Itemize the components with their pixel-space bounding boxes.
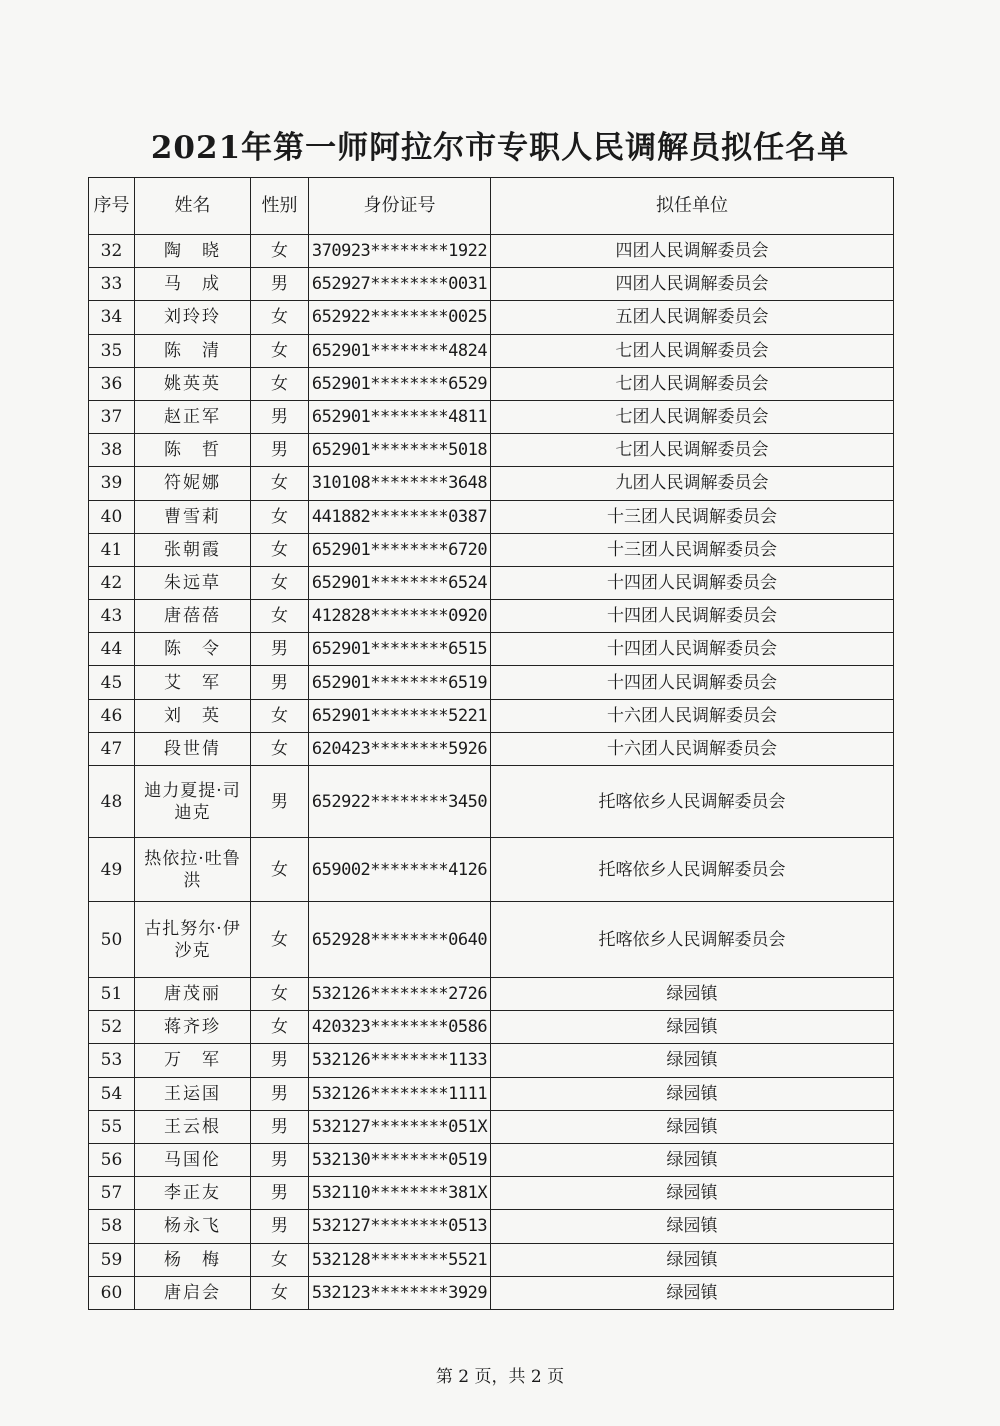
cell-no: 49 [89, 838, 135, 902]
cell-id-number: 652901********6515 [309, 633, 491, 666]
page-footer: 第 2 页，共 2 页 [435, 1367, 565, 1387]
cell-no: 37 [89, 400, 135, 433]
cell-gender: 男 [251, 666, 309, 699]
table-row [89, 600, 894, 633]
cell-no: 55 [89, 1110, 135, 1143]
cell-name: 陈 令 [135, 633, 251, 666]
cell-name: 赵正军 [135, 400, 251, 433]
cell-name: 陈 哲 [135, 434, 251, 467]
cell-gender: 男 [251, 1177, 309, 1210]
cell-name: 蒋齐珍 [135, 1011, 251, 1044]
cell-name: 段世倩 [135, 732, 251, 765]
cell-name: 热依拉·吐鲁洪 [135, 838, 251, 902]
cell-id-number: 652901********5221 [309, 699, 491, 732]
cell-no: 54 [89, 1077, 135, 1110]
cell-gender: 女 [251, 334, 309, 367]
table-row [89, 367, 894, 400]
cell-no: 44 [89, 633, 135, 666]
cell-no: 34 [89, 301, 135, 334]
cell-unit: 托喀依乡人民调解委员会 [491, 838, 894, 902]
cell-no: 59 [89, 1243, 135, 1276]
cell-unit: 绿园镇 [491, 1077, 894, 1110]
cell-name: 迪力夏提·司迪克 [135, 766, 251, 838]
cell-id-number: 441882********0387 [309, 500, 491, 533]
cell-gender: 女 [251, 500, 309, 533]
cell-name: 陶 晓 [135, 235, 251, 268]
cell-unit: 七团人民调解委员会 [491, 334, 894, 367]
cell-gender: 女 [251, 838, 309, 902]
cell-id-number: 652922********0025 [309, 301, 491, 334]
cell-gender: 男 [251, 1110, 309, 1143]
table-row [89, 978, 894, 1011]
table-row [89, 533, 894, 566]
cell-gender: 女 [251, 978, 309, 1011]
cell-id-number: 652901********5018 [309, 434, 491, 467]
cell-unit: 五团人民调解委员会 [491, 301, 894, 334]
table-row [89, 334, 894, 367]
cell-unit: 十四团人民调解委员会 [491, 566, 894, 599]
cell-no: 40 [89, 500, 135, 533]
table-row [89, 1177, 894, 1210]
cell-no: 60 [89, 1276, 135, 1309]
cell-no: 47 [89, 732, 135, 765]
cell-gender: 女 [251, 699, 309, 732]
table-row [89, 467, 894, 500]
cell-unit: 绿园镇 [491, 1276, 894, 1309]
cell-gender: 女 [251, 235, 309, 268]
cell-name: 杨永飞 [135, 1210, 251, 1243]
cell-no: 42 [89, 566, 135, 599]
cell-id-number: 420323********0586 [309, 1011, 491, 1044]
cell-name: 万 军 [135, 1044, 251, 1077]
cell-name: 马国伦 [135, 1143, 251, 1176]
cell-gender: 男 [251, 1143, 309, 1176]
column-header-gender: 性别 [251, 178, 309, 235]
cell-id-number: 532127********051X [309, 1110, 491, 1143]
cell-name: 李正友 [135, 1177, 251, 1210]
cell-unit: 托喀依乡人民调解委员会 [491, 902, 894, 978]
table-row [89, 500, 894, 533]
cell-unit: 十四团人民调解委员会 [491, 633, 894, 666]
cell-gender: 女 [251, 566, 309, 599]
cell-id-number: 652901********4811 [309, 400, 491, 433]
cell-gender: 女 [251, 902, 309, 978]
cell-id-number: 370923********1922 [309, 235, 491, 268]
cell-id-number: 532128********5521 [309, 1243, 491, 1276]
cell-unit: 绿园镇 [491, 1243, 894, 1276]
cell-name: 杨 梅 [135, 1243, 251, 1276]
column-header-name: 姓名 [135, 178, 251, 235]
cell-unit: 托喀依乡人民调解委员会 [491, 766, 894, 838]
table-row [89, 1210, 894, 1243]
table-row [89, 666, 894, 699]
cell-gender: 女 [251, 1243, 309, 1276]
cell-no: 39 [89, 467, 135, 500]
cell-name: 艾 军 [135, 666, 251, 699]
cell-no: 36 [89, 367, 135, 400]
table-body [89, 235, 894, 1310]
cell-unit: 绿园镇 [491, 1210, 894, 1243]
cell-unit: 绿园镇 [491, 1011, 894, 1044]
cell-unit: 四团人民调解委员会 [491, 235, 894, 268]
cell-name: 符妮娜 [135, 467, 251, 500]
table-row [89, 1143, 894, 1176]
cell-no: 38 [89, 434, 135, 467]
cell-no: 41 [89, 533, 135, 566]
cell-name: 唐蓓蓓 [135, 600, 251, 633]
cell-name: 张朝霞 [135, 533, 251, 566]
page-title: 2021年第一师阿拉尔市专职人民调解员拟任名单 [150, 130, 850, 166]
cell-unit: 四团人民调解委员会 [491, 268, 894, 301]
cell-unit: 十三团人民调解委员会 [491, 533, 894, 566]
cell-id-number: 652901********6529 [309, 367, 491, 400]
table-row [89, 1011, 894, 1044]
cell-gender: 男 [251, 268, 309, 301]
cell-name: 姚英英 [135, 367, 251, 400]
roster-table [88, 177, 894, 1310]
table-row [89, 633, 894, 666]
cell-no: 52 [89, 1011, 135, 1044]
cell-gender: 男 [251, 434, 309, 467]
table-row [89, 838, 894, 902]
cell-name: 刘玲玲 [135, 301, 251, 334]
cell-no: 57 [89, 1177, 135, 1210]
cell-no: 43 [89, 600, 135, 633]
table-row [89, 1044, 894, 1077]
cell-id-number: 620423********5926 [309, 732, 491, 765]
cell-no: 58 [89, 1210, 135, 1243]
cell-no: 51 [89, 978, 135, 1011]
cell-id-number: 652901********6720 [309, 533, 491, 566]
cell-no: 53 [89, 1044, 135, 1077]
column-header-unit: 拟任单位 [491, 178, 894, 235]
cell-no: 32 [89, 235, 135, 268]
cell-unit: 十四团人民调解委员会 [491, 600, 894, 633]
cell-gender: 女 [251, 1276, 309, 1309]
cell-name: 古扎努尔·伊沙克 [135, 902, 251, 978]
cell-unit: 七团人民调解委员会 [491, 400, 894, 433]
cell-id-number: 532126********2726 [309, 978, 491, 1011]
cell-id-number: 652922********3450 [309, 766, 491, 838]
table-row [89, 235, 894, 268]
cell-no: 56 [89, 1143, 135, 1176]
table-header-row [89, 178, 894, 235]
column-header-no: 序号 [89, 178, 135, 235]
table-row [89, 732, 894, 765]
cell-no: 48 [89, 766, 135, 838]
cell-name: 唐茂丽 [135, 978, 251, 1011]
cell-name: 马 成 [135, 268, 251, 301]
cell-gender: 男 [251, 766, 309, 838]
cell-unit: 九团人民调解委员会 [491, 467, 894, 500]
cell-name: 曹雪莉 [135, 500, 251, 533]
table-row [89, 699, 894, 732]
cell-id-number: 652928********0640 [309, 902, 491, 978]
table-row [89, 400, 894, 433]
cell-name: 王运国 [135, 1077, 251, 1110]
table-row [89, 566, 894, 599]
cell-no: 33 [89, 268, 135, 301]
cell-name: 唐启会 [135, 1276, 251, 1309]
table-row [89, 268, 894, 301]
cell-id-number: 652901********6524 [309, 566, 491, 599]
table-row [89, 766, 894, 838]
cell-unit: 七团人民调解委员会 [491, 434, 894, 467]
cell-no: 45 [89, 666, 135, 699]
cell-gender: 男 [251, 1044, 309, 1077]
column-header-id: 身份证号 [309, 178, 491, 235]
cell-id-number: 532126********1111 [309, 1077, 491, 1110]
cell-unit: 绿园镇 [491, 1143, 894, 1176]
cell-id-number: 659002********4126 [309, 838, 491, 902]
cell-id-number: 532110********381X [309, 1177, 491, 1210]
cell-gender: 男 [251, 633, 309, 666]
cell-gender: 女 [251, 732, 309, 765]
cell-gender: 女 [251, 367, 309, 400]
table-row [89, 1243, 894, 1276]
cell-id-number: 532123********3929 [309, 1276, 491, 1309]
cell-unit: 十六团人民调解委员会 [491, 699, 894, 732]
table-row [89, 301, 894, 334]
cell-name: 朱远草 [135, 566, 251, 599]
cell-unit: 十三团人民调解委员会 [491, 500, 894, 533]
cell-id-number: 652901********4824 [309, 334, 491, 367]
cell-no: 46 [89, 699, 135, 732]
cell-id-number: 532126********1133 [309, 1044, 491, 1077]
cell-name: 陈 清 [135, 334, 251, 367]
cell-gender: 女 [251, 600, 309, 633]
cell-id-number: 310108********3648 [309, 467, 491, 500]
cell-unit: 绿园镇 [491, 1110, 894, 1143]
cell-unit: 绿园镇 [491, 978, 894, 1011]
cell-gender: 男 [251, 1077, 309, 1110]
cell-gender: 女 [251, 301, 309, 334]
cell-name: 王云根 [135, 1110, 251, 1143]
cell-id-number: 412828********0920 [309, 600, 491, 633]
table-row [89, 1077, 894, 1110]
table-row [89, 902, 894, 978]
cell-no: 35 [89, 334, 135, 367]
cell-gender: 女 [251, 1011, 309, 1044]
table-row [89, 1276, 894, 1309]
table-row [89, 434, 894, 467]
cell-unit: 绿园镇 [491, 1177, 894, 1210]
cell-gender: 男 [251, 400, 309, 433]
cell-no: 50 [89, 902, 135, 978]
cell-gender: 男 [251, 1210, 309, 1243]
cell-gender: 女 [251, 533, 309, 566]
cell-unit: 十六团人民调解委员会 [491, 732, 894, 765]
cell-id-number: 652927********0031 [309, 268, 491, 301]
table-row [89, 1110, 894, 1143]
cell-unit: 十四团人民调解委员会 [491, 666, 894, 699]
cell-name: 刘 英 [135, 699, 251, 732]
cell-id-number: 532130********0519 [309, 1143, 491, 1176]
cell-unit: 绿园镇 [491, 1044, 894, 1077]
cell-id-number: 652901********6519 [309, 666, 491, 699]
cell-id-number: 532127********0513 [309, 1210, 491, 1243]
cell-gender: 女 [251, 467, 309, 500]
cell-unit: 七团人民调解委员会 [491, 367, 894, 400]
